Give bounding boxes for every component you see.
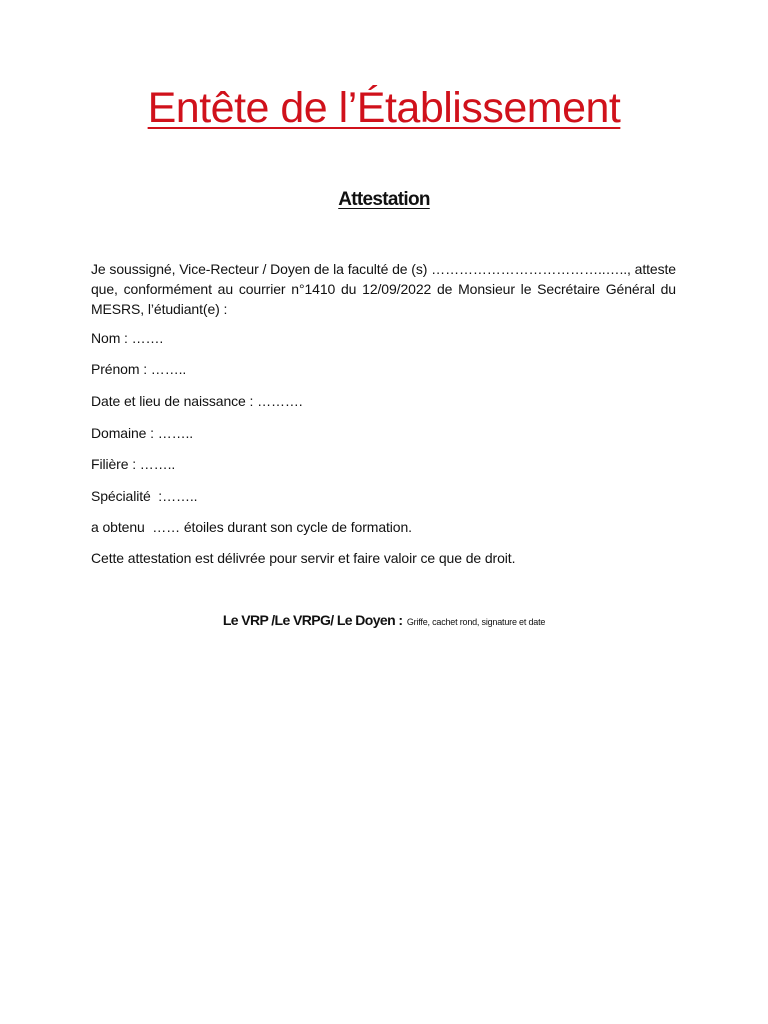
field-domaine: Domaine : ……..	[91, 425, 194, 441]
closing-statement: Cette attestation est délivrée pour servir et faire valoir ce que de droit.	[91, 550, 516, 566]
establishment-header: Entête de l’Établissement	[147, 84, 621, 132]
field-specialite: Spécialité :……..	[91, 488, 198, 504]
signature-note: Griffe, cachet rond, signature et date	[406, 617, 546, 627]
field-date-lieu-naissance: Date et lieu de naissance : ……….	[91, 393, 303, 409]
signature-roles: Le VRP /Le VRPG/ Le Doyen :	[222, 612, 403, 628]
field-prenom: Prénom : ……..	[91, 361, 187, 377]
field-filiere: Filière : ……..	[91, 456, 176, 472]
signature-block	[0, 612, 768, 630]
document-title: Attestation	[338, 189, 430, 210]
intro-paragraph: Je soussigné, Vice-Recteur / Doyen de la faculté de (s) ………………………………..….., atteste que, conformément au courrier n°1410 du 12/09/2022 de Monsieur le Secrétaire Général du MESRS, l’étudiant(e) :	[91, 261, 676, 317]
field-etoiles-obtenues: a obtenu …… étoiles durant son cycle de formation.	[91, 519, 412, 535]
field-nom: Nom : …….	[91, 330, 164, 346]
